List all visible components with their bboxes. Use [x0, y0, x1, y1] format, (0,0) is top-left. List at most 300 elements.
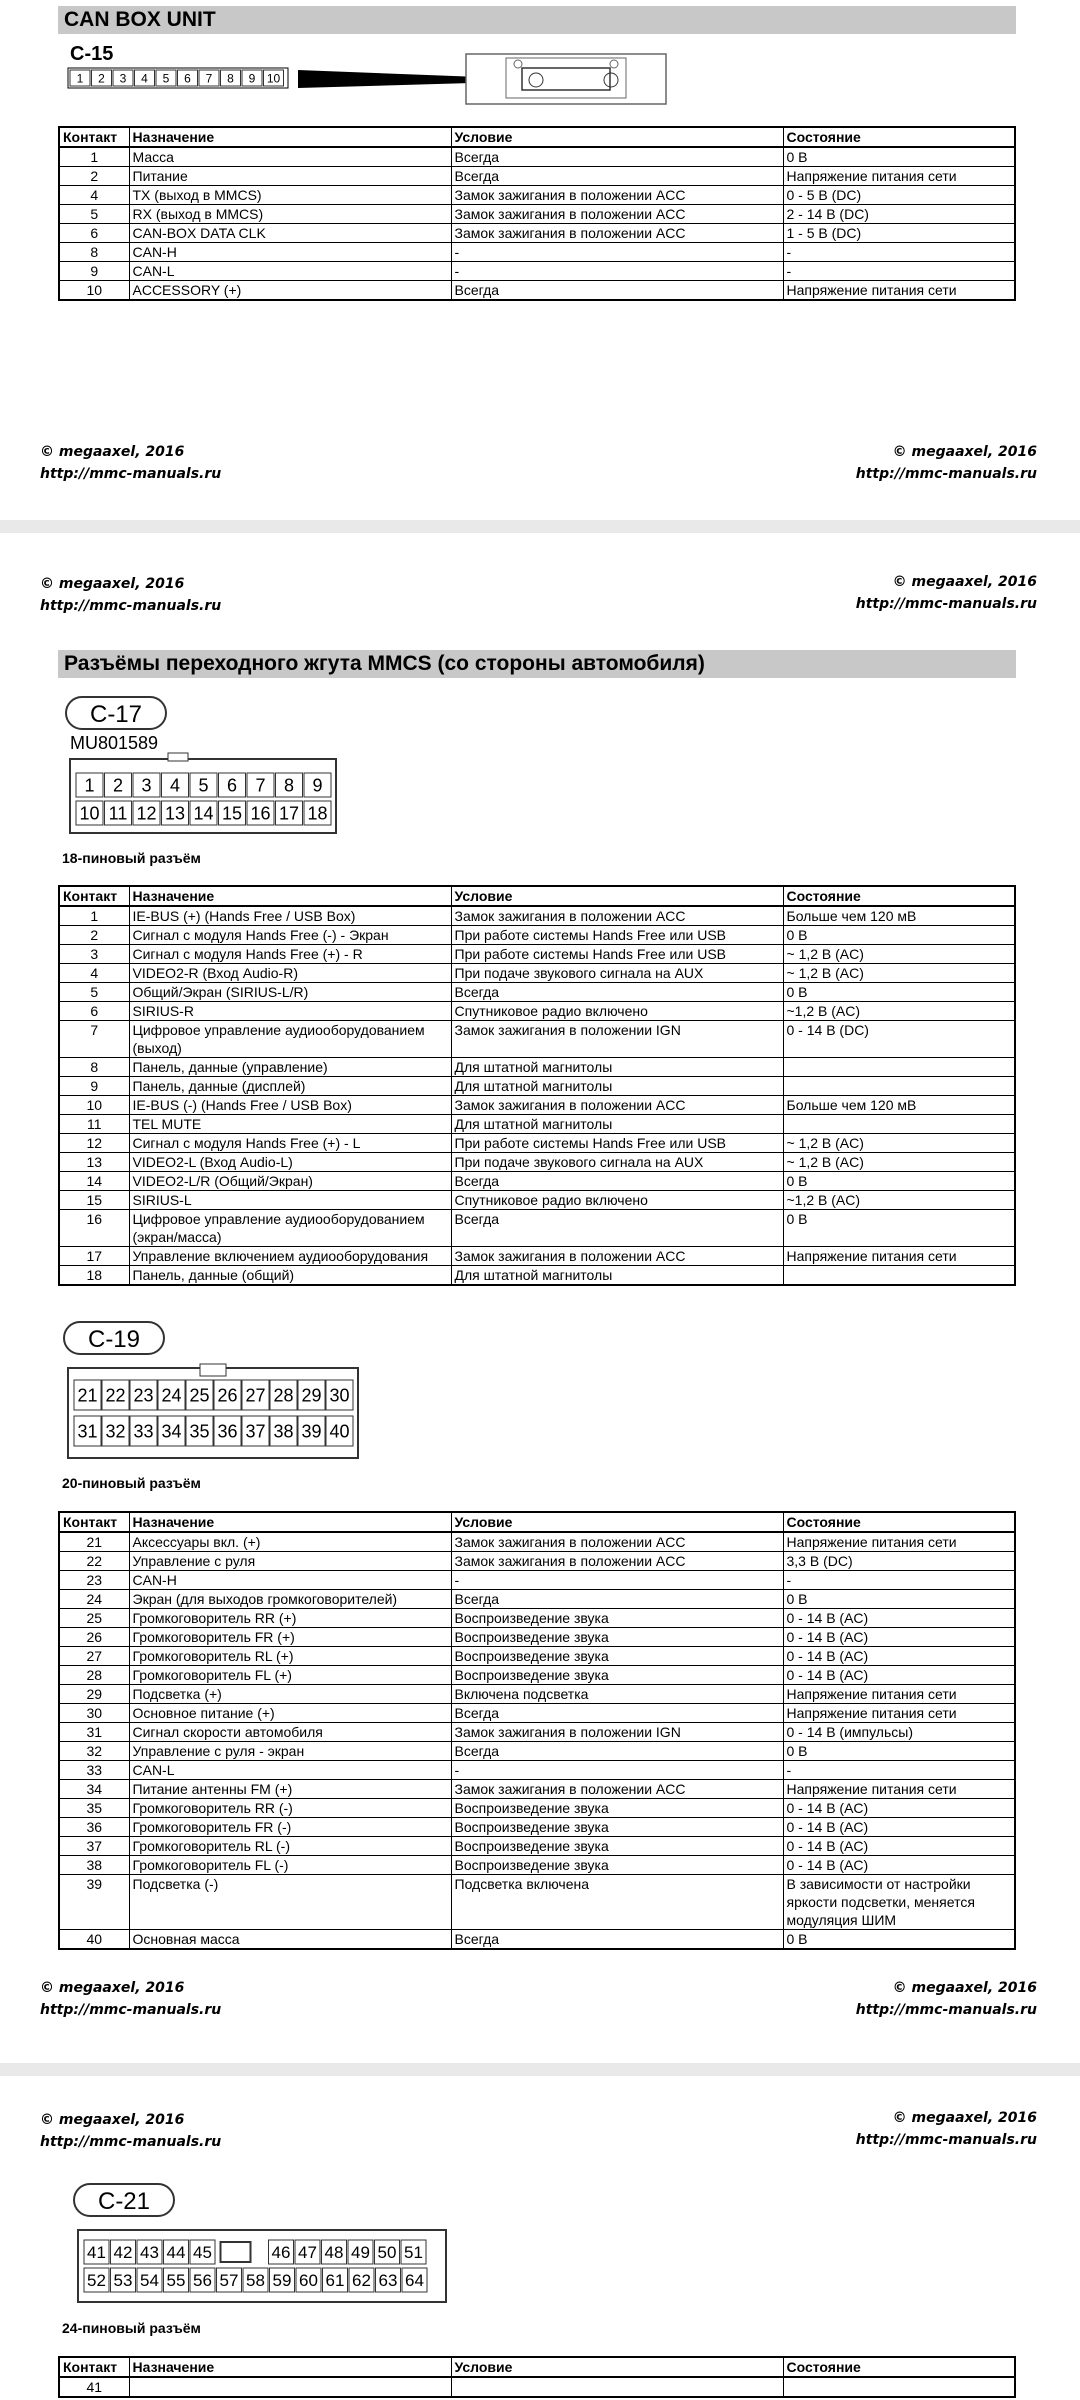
- pin-condition: Воспроизведение звука: [451, 1818, 783, 1837]
- pin-function: Громкоговоритель FL (+): [129, 1666, 451, 1685]
- column-header: Назначение: [129, 1512, 451, 1532]
- pin-function: Сигнал скорости автомобиля: [129, 1723, 451, 1742]
- table-row: [59, 205, 1015, 224]
- copyright: © megaaxel, 2016: [892, 574, 1037, 590]
- section-title: Разъёмы переходного жгута MMCS (со стороны автомобиля): [58, 650, 1016, 678]
- pin-state: [783, 1115, 1015, 1134]
- pin-number-label: 13: [164, 803, 186, 824]
- pin-number: 39: [59, 1875, 129, 1930]
- pin-number-label: 2: [98, 71, 105, 86]
- pin-number-label: 37: [245, 1421, 266, 1442]
- pin-number-label: 55: [166, 2271, 186, 2291]
- pin-condition: Всегда: [451, 147, 783, 167]
- pin-number-label: 60: [299, 2271, 318, 2291]
- table-row: [59, 1266, 1015, 1286]
- table-row: [59, 2377, 1015, 2397]
- pin-condition: Всегда: [451, 1590, 783, 1609]
- pin-number: 36: [59, 1818, 129, 1837]
- pin-condition: Замок зажигания в положении ACC: [451, 205, 783, 224]
- pin-number-label: 53: [113, 2271, 133, 2291]
- table-row: [59, 1571, 1015, 1590]
- pin-function: Питание: [129, 167, 451, 186]
- site-link[interactable]: http://mmc-manuals.ru: [40, 598, 222, 614]
- pin-number-label: 27: [245, 1385, 266, 1406]
- pin-number-label: 62: [352, 2271, 371, 2291]
- pin-number: 6: [59, 224, 129, 243]
- pin-number: 3: [59, 945, 129, 964]
- pin-condition: Воспроизведение звука: [451, 1666, 783, 1685]
- pin-number-label: 50: [377, 2243, 397, 2263]
- pin-number: 4: [59, 964, 129, 983]
- pin-function: Подсветка (-): [129, 1875, 451, 1930]
- copyright: © megaaxel, 2016: [892, 1980, 1037, 1996]
- pin-state: 0 - 14 В (AC): [783, 1628, 1015, 1647]
- site-link[interactable]: http://mmc-manuals.ru: [40, 466, 222, 482]
- site-link[interactable]: http://mmc-manuals.ru: [855, 596, 1037, 612]
- pin-state: Напряжение питания сети: [783, 1780, 1015, 1799]
- pin-condition: Замок зажигания в положении ACC: [451, 906, 783, 926]
- pin-function: SIRIUS-L: [129, 1191, 451, 1210]
- pin-state: 0 В: [783, 1930, 1015, 1950]
- pin-number-label: 17: [278, 803, 300, 824]
- pin-number: 37: [59, 1837, 129, 1856]
- site-link[interactable]: http://mmc-manuals.ru: [40, 2002, 222, 2018]
- table-row: [59, 1930, 1015, 1950]
- pin-function: Громкоговоритель RR (-): [129, 1799, 451, 1818]
- c21-connector-diagram: [72, 2180, 452, 2310]
- pin-function: Аксессуары вкл. (+): [129, 1532, 451, 1552]
- pin-condition: Для штатной магнитолы: [451, 1266, 783, 1286]
- pin-condition: Для штатной магнитолы: [451, 1077, 783, 1096]
- pin-state: 0 В: [783, 926, 1015, 945]
- pin-number-label: 15: [221, 803, 243, 824]
- pin-number-label: 3: [119, 71, 127, 86]
- table-row: [59, 1210, 1015, 1247]
- table-row: [59, 1799, 1015, 1818]
- pin-number-label: 8: [227, 71, 234, 86]
- table-row: [59, 1552, 1015, 1571]
- pin-function: Громкоговоритель FR (-): [129, 1818, 451, 1837]
- table-row: [59, 1685, 1015, 1704]
- pin-number-label: 29: [301, 1385, 322, 1406]
- pin-condition: При подаче звукового сигнала на AUX: [451, 1153, 783, 1172]
- pin-number-label: 39: [301, 1421, 322, 1442]
- pin-state: Напряжение питания сети: [783, 1532, 1015, 1552]
- pin-number-label: 35: [189, 1421, 210, 1442]
- column-header: Назначение: [129, 2357, 451, 2377]
- column-header: Состояние: [783, 886, 1015, 906]
- pin-condition: Замок зажигания в положении ACC: [451, 1780, 783, 1799]
- can-box-pin-table: [58, 126, 1016, 301]
- c17-connector-diagram: [64, 693, 344, 873]
- pin-number: 2: [59, 167, 129, 186]
- table-row: [59, 1761, 1015, 1780]
- pin-number: 4: [59, 186, 129, 205]
- c17-pin-table: [58, 885, 1016, 1286]
- pin-number: 8: [59, 243, 129, 262]
- c19-connector-name: C-19: [87, 1326, 141, 1353]
- pin-condition: Спутниковое радио включено: [451, 1002, 783, 1021]
- c17-connector-name: C-17: [89, 701, 143, 728]
- pin-number-label: 51: [404, 2243, 423, 2263]
- pin-function: Громкоговоритель FR (+): [129, 1628, 451, 1647]
- table-row: [59, 1115, 1015, 1134]
- table-row: [59, 167, 1015, 186]
- pin-number-label: 5: [198, 775, 209, 796]
- pin-function: Панель, данные (управление): [129, 1058, 451, 1077]
- column-header: Условие: [451, 886, 783, 906]
- pin-number: 6: [59, 1002, 129, 1021]
- pin-number: 21: [59, 1532, 129, 1552]
- pin-condition: Всегда: [451, 1172, 783, 1191]
- pin-state: В зависимости от настройки яркости подсветки, меняется модуляция ШИМ: [783, 1875, 1015, 1930]
- pin-state: ~ 1,2 В (AC): [783, 1134, 1015, 1153]
- pin-number-label: 9: [248, 71, 256, 86]
- pin-number-label: 30: [329, 1385, 350, 1406]
- page-1: [0, 0, 1080, 520]
- copyright: © megaaxel, 2016: [40, 444, 185, 460]
- pin-number: 16: [59, 1210, 129, 1247]
- header-right: [856, 571, 1037, 615]
- pin-function: Управление с руля - экран: [129, 1742, 451, 1761]
- pin-number-label: 25: [189, 1385, 210, 1406]
- pin-number: 8: [59, 1058, 129, 1077]
- pin-function: Общий/Экран (SIRIUS-L/R): [129, 983, 451, 1002]
- pin-number: 5: [59, 983, 129, 1002]
- pin-number-label: 4: [141, 71, 148, 86]
- pin-number-label: 6: [226, 775, 238, 796]
- pin-condition: -: [451, 243, 783, 262]
- site-link[interactable]: http://mmc-manuals.ru: [855, 2002, 1037, 2018]
- pin-state: 0 - 14 В (AC): [783, 1837, 1015, 1856]
- table-row: [59, 1780, 1015, 1799]
- pin-function: [129, 2377, 451, 2397]
- pin-condition: Всегда: [451, 983, 783, 1002]
- column-header: Состояние: [783, 2357, 1015, 2377]
- pin-function: Панель, данные (общий): [129, 1266, 451, 1286]
- footer-right: [856, 441, 1037, 485]
- table-header-row: [59, 1512, 1015, 1532]
- pin-condition: Всегда: [451, 1704, 783, 1723]
- table-row: [59, 281, 1015, 301]
- pin-state: ~ 1,2 В (AC): [783, 1153, 1015, 1172]
- pin-function: Основная масса: [129, 1930, 451, 1950]
- pin-condition: Всегда: [451, 167, 783, 186]
- pin-number: 10: [59, 1096, 129, 1115]
- column-header: Условие: [451, 2357, 783, 2377]
- pin-number-label: 38: [273, 1421, 294, 1442]
- c21-connector-name: C-21: [97, 2188, 151, 2215]
- pin-function: VIDEO2-L/R (Общий/Экран): [129, 1172, 451, 1191]
- pin-function: Масса: [129, 147, 451, 167]
- table-row: [59, 1021, 1015, 1058]
- pin-state: 3,3 В (DC): [783, 1552, 1015, 1571]
- pin-number-label: 59: [272, 2271, 292, 2291]
- c17-pin-count-label: 18-пиновый разъём: [62, 850, 201, 866]
- pin-number: 12: [59, 1134, 129, 1153]
- pin-number: 33: [59, 1761, 129, 1780]
- site-link[interactable]: http://mmc-manuals.ru: [40, 2134, 222, 2150]
- pin-number: 29: [59, 1685, 129, 1704]
- pin-number-label: 48: [324, 2243, 344, 2263]
- table-row: [59, 964, 1015, 983]
- pin-number: 31: [59, 1723, 129, 1742]
- pin-state: [783, 1266, 1015, 1286]
- pin-state: Больше чем 120 мВ: [783, 1096, 1015, 1115]
- pin-state: 0 - 14 В (AC): [783, 1647, 1015, 1666]
- pin-number-label: 42: [113, 2243, 133, 2263]
- pin-state: [783, 2377, 1015, 2397]
- pin-function: Управление включением аудиооборудования: [129, 1247, 451, 1266]
- pin-function: Громкоговоритель RL (+): [129, 1647, 451, 1666]
- table-row: [59, 147, 1015, 167]
- pin-state: 0 В: [783, 983, 1015, 1002]
- pin-number: 9: [59, 262, 129, 281]
- pin-function: Цифровое управление аудиооборудованием (выход): [129, 1021, 451, 1058]
- pin-number-label: 41: [87, 2243, 106, 2263]
- pin-number-label: 12: [136, 803, 157, 824]
- pin-number-label: 61: [325, 2271, 345, 2291]
- pin-number-label: 46: [271, 2243, 291, 2263]
- pin-state: 0 - 14 В (AC): [783, 1609, 1015, 1628]
- site-link[interactable]: http://mmc-manuals.ru: [855, 2132, 1037, 2148]
- table-row: [59, 983, 1015, 1002]
- pin-number: 35: [59, 1799, 129, 1818]
- column-header: Состояние: [783, 127, 1015, 147]
- pin-function: Сигнал с модуля Hands Free (-) - Экран: [129, 926, 451, 945]
- pin-number-label: 45: [193, 2243, 212, 2263]
- pin-number: 13: [59, 1153, 129, 1172]
- pin-function: CAN-BOX DATA CLK: [129, 224, 451, 243]
- table-row: [59, 1647, 1015, 1666]
- pin-condition: Воспроизведение звука: [451, 1628, 783, 1647]
- pin-function: Сигнал с модуля Hands Free (+) - L: [129, 1134, 451, 1153]
- pin-state: [783, 1077, 1015, 1096]
- pin-condition: Замок зажигания в положении ACC: [451, 1552, 783, 1571]
- pin-condition: При работе системы Hands Free или USB: [451, 945, 783, 964]
- pin-number-label: 9: [312, 775, 323, 796]
- pin-condition: Воспроизведение звука: [451, 1609, 783, 1628]
- table-row: [59, 1704, 1015, 1723]
- pin-state: 0 В: [783, 1172, 1015, 1191]
- table-row: [59, 1532, 1015, 1552]
- pin-number-label: 49: [351, 2243, 370, 2263]
- pin-number-label: 1: [76, 71, 84, 86]
- pin-number: 38: [59, 1856, 129, 1875]
- pin-state: ~ 1,2 В (AC): [783, 964, 1015, 983]
- footer-right: [856, 1977, 1037, 2021]
- pin-condition: [451, 2377, 783, 2397]
- pin-state: -: [783, 1571, 1015, 1590]
- table-row: [59, 1247, 1015, 1266]
- pin-number: 18: [59, 1266, 129, 1286]
- table-row: [59, 1096, 1015, 1115]
- pin-number: 9: [59, 1077, 129, 1096]
- pin-number-label: 2: [112, 775, 124, 796]
- pin-function: RX (выход в MMCS): [129, 205, 451, 224]
- pin-function: TX (выход в MMCS): [129, 186, 451, 205]
- pin-number-label: 63: [378, 2271, 398, 2291]
- pin-condition: Всегда: [451, 1930, 783, 1950]
- pin-number: 2: [59, 926, 129, 945]
- pin-function: IE-BUS (-) (Hands Free / USB Box): [129, 1096, 451, 1115]
- pin-state: 0 - 14 В (AC): [783, 1856, 1015, 1875]
- pin-number-label: 23: [133, 1385, 154, 1406]
- pin-number: 25: [59, 1609, 129, 1628]
- pin-function: TEL MUTE: [129, 1115, 451, 1134]
- table-row: [59, 1058, 1015, 1077]
- pin-state: Больше чем 120 мВ: [783, 906, 1015, 926]
- pin-function: Панель, данные (дисплей): [129, 1077, 451, 1096]
- pin-number-label: 24: [161, 1385, 182, 1406]
- pin-condition: Замок зажигания в положении ACC: [451, 1247, 783, 1266]
- pin-condition: -: [451, 262, 783, 281]
- pin-state: Напряжение питания сети: [783, 167, 1015, 186]
- pin-function: CAN-L: [129, 262, 451, 281]
- copyright: © megaaxel, 2016: [40, 576, 185, 592]
- pin-number-label: 32: [105, 1421, 126, 1442]
- pin-number-label: 1: [84, 775, 95, 796]
- column-header: Назначение: [129, 886, 451, 906]
- pin-number-label: 11: [108, 803, 128, 824]
- pin-number: 34: [59, 1780, 129, 1799]
- pin-number-label: 56: [193, 2271, 212, 2291]
- pin-number-label: 14: [193, 803, 214, 824]
- pin-condition: Замок зажигания в положении ACC: [451, 186, 783, 205]
- pin-state: Напряжение питания сети: [783, 281, 1015, 301]
- pin-state: Напряжение питания сети: [783, 1704, 1015, 1723]
- pin-state: 0 В: [783, 1742, 1015, 1761]
- table-row: [59, 1077, 1015, 1096]
- pin-number-label: 64: [405, 2271, 424, 2291]
- pin-condition: Всегда: [451, 1742, 783, 1761]
- pin-state: Напряжение питания сети: [783, 1685, 1015, 1704]
- section-title: CAN BOX UNIT: [58, 6, 1016, 34]
- pin-condition: Воспроизведение звука: [451, 1799, 783, 1818]
- pin-function: Подсветка (+): [129, 1685, 451, 1704]
- table-row: [59, 1723, 1015, 1742]
- pin-condition: Воспроизведение звука: [451, 1837, 783, 1856]
- table-row: [59, 926, 1015, 945]
- pin-number-label: 34: [161, 1421, 182, 1442]
- pin-state: 0 В: [783, 1590, 1015, 1609]
- pin-condition: Замок зажигания в положении IGN: [451, 1723, 783, 1742]
- table-row: [59, 1590, 1015, 1609]
- table-header-row: [59, 2357, 1015, 2377]
- c19-pin-count-label: 20-пиновый разъём: [62, 1475, 201, 1491]
- pin-function: VIDEO2-L (Вход Audio-L): [129, 1153, 451, 1172]
- pin-state: -: [783, 1761, 1015, 1780]
- pin-condition: Подсветка включена: [451, 1875, 783, 1930]
- pin-number-label: 10: [79, 803, 100, 824]
- pin-function: CAN-L: [129, 1761, 451, 1780]
- pin-number-label: 16: [250, 803, 271, 824]
- header-left: [40, 2109, 221, 2153]
- pin-state: [783, 1058, 1015, 1077]
- table-row: [59, 1002, 1015, 1021]
- pin-number: 28: [59, 1666, 129, 1685]
- site-link[interactable]: http://mmc-manuals.ru: [855, 466, 1037, 482]
- pin-function: Сигнал с модуля Hands Free (+) - R: [129, 945, 451, 964]
- pin-number: 5: [59, 205, 129, 224]
- pin-number: 15: [59, 1191, 129, 1210]
- pin-number-label: 6: [184, 71, 191, 86]
- pin-state: Напряжение питания сети: [783, 1247, 1015, 1266]
- pin-function: CAN-H: [129, 243, 451, 262]
- pin-condition: При работе системы Hands Free или USB: [451, 926, 783, 945]
- pin-condition: Воспроизведение звука: [451, 1647, 783, 1666]
- pin-function: Основное питание (+): [129, 1704, 451, 1723]
- pin-condition: При работе системы Hands Free или USB: [451, 1134, 783, 1153]
- pin-number: 40: [59, 1930, 129, 1950]
- copyright: © megaaxel, 2016: [40, 1980, 185, 1996]
- pin-function: Питание антенны FM (+): [129, 1780, 451, 1799]
- pin-state: 0 - 14 В (импульсы): [783, 1723, 1015, 1742]
- table-row: [59, 1134, 1015, 1153]
- pin-condition: Замок зажигания в положении ACC: [451, 224, 783, 243]
- table-row: [59, 1628, 1015, 1647]
- table-row: [59, 1856, 1015, 1875]
- pin-function: ACCESSORY (+): [129, 281, 451, 301]
- pin-function: Громкоговоритель RL (-): [129, 1837, 451, 1856]
- pin-number-label: 3: [141, 775, 152, 796]
- pin-number-label: 5: [162, 71, 170, 86]
- pin-condition: Спутниковое радио включено: [451, 1191, 783, 1210]
- copyright: © megaaxel, 2016: [892, 2110, 1037, 2126]
- table-row: [59, 1609, 1015, 1628]
- pin-condition: Включена подсветка: [451, 1685, 783, 1704]
- pin-number-label: 21: [77, 1385, 98, 1406]
- column-header: Условие: [451, 1512, 783, 1532]
- pin-state: 0 В: [783, 147, 1015, 167]
- pin-state: 2 - 14 В (DC): [783, 205, 1015, 224]
- table-row: [59, 1875, 1015, 1930]
- pin-number: 7: [59, 1021, 129, 1058]
- pin-number-label: 28: [273, 1385, 294, 1406]
- pin-number-label: 18: [307, 803, 328, 824]
- table-row: [59, 1666, 1015, 1685]
- table-row: [59, 1742, 1015, 1761]
- pin-state: 0 - 14 В (AC): [783, 1666, 1015, 1685]
- pin-condition: Для штатной магнитолы: [451, 1058, 783, 1077]
- copyright: © megaaxel, 2016: [892, 444, 1037, 460]
- pin-number-label: 44: [166, 2243, 186, 2263]
- pin-number: 22: [59, 1552, 129, 1571]
- c15-connector-name: C-15: [70, 43, 114, 65]
- pin-number: 17: [59, 1247, 129, 1266]
- pin-number: 26: [59, 1628, 129, 1647]
- c17-part-number: MU801589: [70, 733, 159, 753]
- table-row: [59, 1153, 1015, 1172]
- pin-number-label: 10: [266, 71, 281, 86]
- table-row: [59, 224, 1015, 243]
- column-header: Назначение: [129, 127, 451, 147]
- copyright: © megaaxel, 2016: [40, 2112, 185, 2128]
- column-header: Контакт: [59, 127, 129, 147]
- pin-condition: -: [451, 1761, 783, 1780]
- pin-number-label: 31: [77, 1421, 98, 1442]
- pin-condition: При подаче звукового сигнала на AUX: [451, 964, 783, 983]
- c19-pin-table: [58, 1511, 1016, 1950]
- pin-condition: Замок зажигания в положении ACC: [451, 1096, 783, 1115]
- column-header: Контакт: [59, 2357, 129, 2377]
- pin-number-label: 7: [205, 71, 213, 86]
- pin-number-label: 7: [255, 775, 266, 796]
- pin-number-label: 57: [219, 2271, 239, 2291]
- c21-pin-count-label: 24-пиновый разъём: [62, 2320, 201, 2336]
- pin-number: 1: [59, 906, 129, 926]
- pin-function: Цифровое управление аудиооборудованием (экран/масса): [129, 1210, 451, 1247]
